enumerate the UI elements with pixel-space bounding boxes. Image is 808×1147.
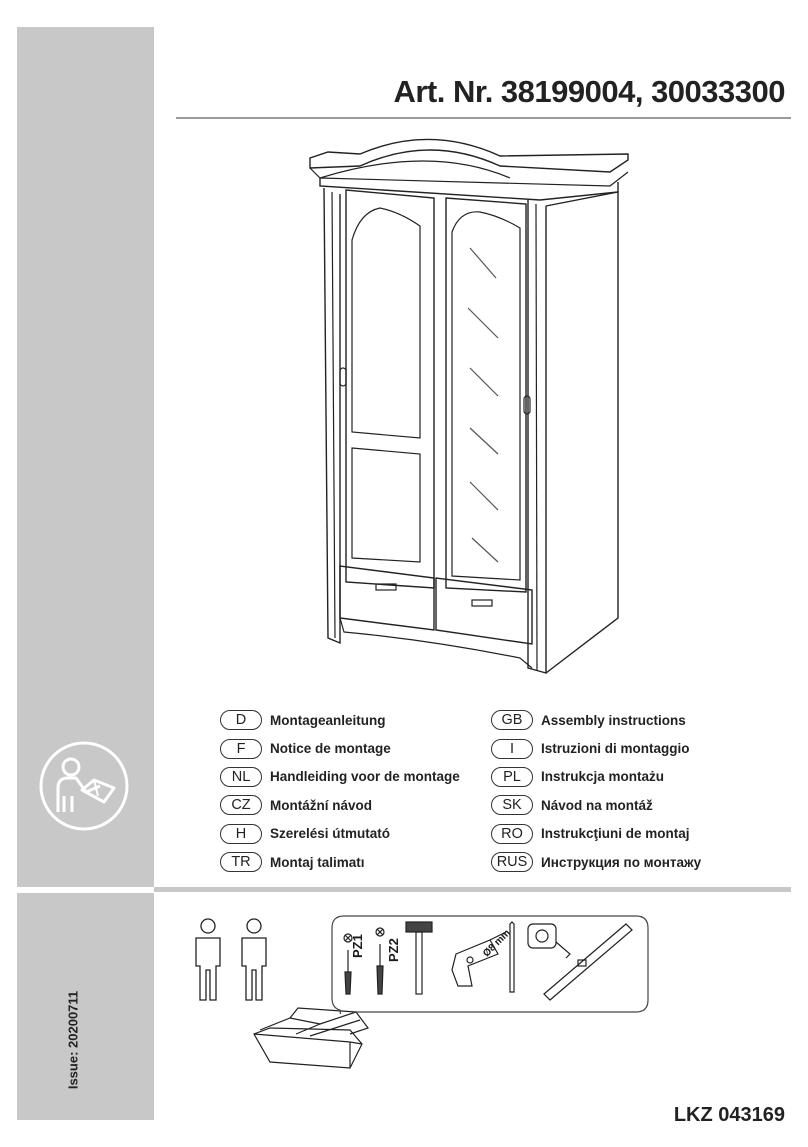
language-row xyxy=(220,820,460,848)
language-label: Szerelési útmutató xyxy=(270,826,391,842)
language-code-badge: CZ xyxy=(220,795,262,815)
section-divider xyxy=(154,887,791,892)
language-label: Montaj talimatı xyxy=(270,854,365,870)
language-code-badge: RUS xyxy=(491,852,533,872)
issue-date: Issue: 20200711 xyxy=(65,990,81,1090)
language-row xyxy=(491,706,701,734)
wardrobe-drawing xyxy=(300,128,640,676)
language-code-badge: NL xyxy=(220,767,262,787)
language-label: Návod na montáž xyxy=(541,797,653,813)
language-row xyxy=(491,763,701,791)
person-icon xyxy=(242,919,266,1000)
pz2-label: PZ2 xyxy=(386,938,401,962)
language-row xyxy=(491,848,701,876)
language-label: Инструкция по монтажу xyxy=(541,854,702,870)
language-code-badge: SK xyxy=(491,795,533,815)
required-tools-panel xyxy=(330,914,650,1014)
document-code: LKZ 043169 xyxy=(673,1104,785,1126)
article-number-title: Art. Nr. 38199004, 30033300 xyxy=(393,74,785,109)
language-list-left xyxy=(220,706,460,876)
language-row xyxy=(491,734,701,762)
two-persons-icon xyxy=(190,914,280,1004)
title-underline xyxy=(176,117,791,119)
language-label: Montageanleitung xyxy=(270,712,386,728)
language-label: Instrukcţiuni de montaj xyxy=(541,826,690,842)
language-row xyxy=(491,820,701,848)
language-code-badge: RO xyxy=(491,824,533,844)
language-code-badge: F xyxy=(220,739,262,759)
language-row xyxy=(220,848,460,876)
language-row xyxy=(220,763,460,791)
language-code-badge: H xyxy=(220,824,262,844)
language-row xyxy=(220,706,460,734)
language-code-badge: D xyxy=(220,710,262,730)
language-label: Istruzioni di montaggio xyxy=(541,741,690,757)
drill-bit-size-label: Ø8 mm xyxy=(481,927,513,960)
sidebar-panel-bottom xyxy=(17,893,154,1120)
language-code-badge: GB xyxy=(491,710,533,730)
language-row xyxy=(220,734,460,762)
language-code-badge: TR xyxy=(220,852,262,872)
language-label: Montážní návod xyxy=(270,797,372,813)
reader-icon xyxy=(38,740,130,832)
language-label: Assembly instructions xyxy=(541,712,686,728)
language-row xyxy=(220,791,460,819)
spirit-level-icon xyxy=(544,924,632,1000)
language-code-badge: PL xyxy=(491,767,533,787)
language-label: Instrukcja montażu xyxy=(541,769,665,785)
hammer-icon xyxy=(406,922,432,994)
screwdriver-icon xyxy=(376,928,384,994)
language-row xyxy=(491,791,701,819)
language-list-right xyxy=(491,706,701,876)
language-label: Notice de montage xyxy=(270,741,391,757)
tape-measure-icon xyxy=(528,924,570,958)
language-label: Handleiding voor de montage xyxy=(270,769,460,785)
language-code-badge: I xyxy=(491,739,533,759)
pz1-label: PZ1 xyxy=(350,934,365,958)
person-icon xyxy=(196,919,220,1000)
